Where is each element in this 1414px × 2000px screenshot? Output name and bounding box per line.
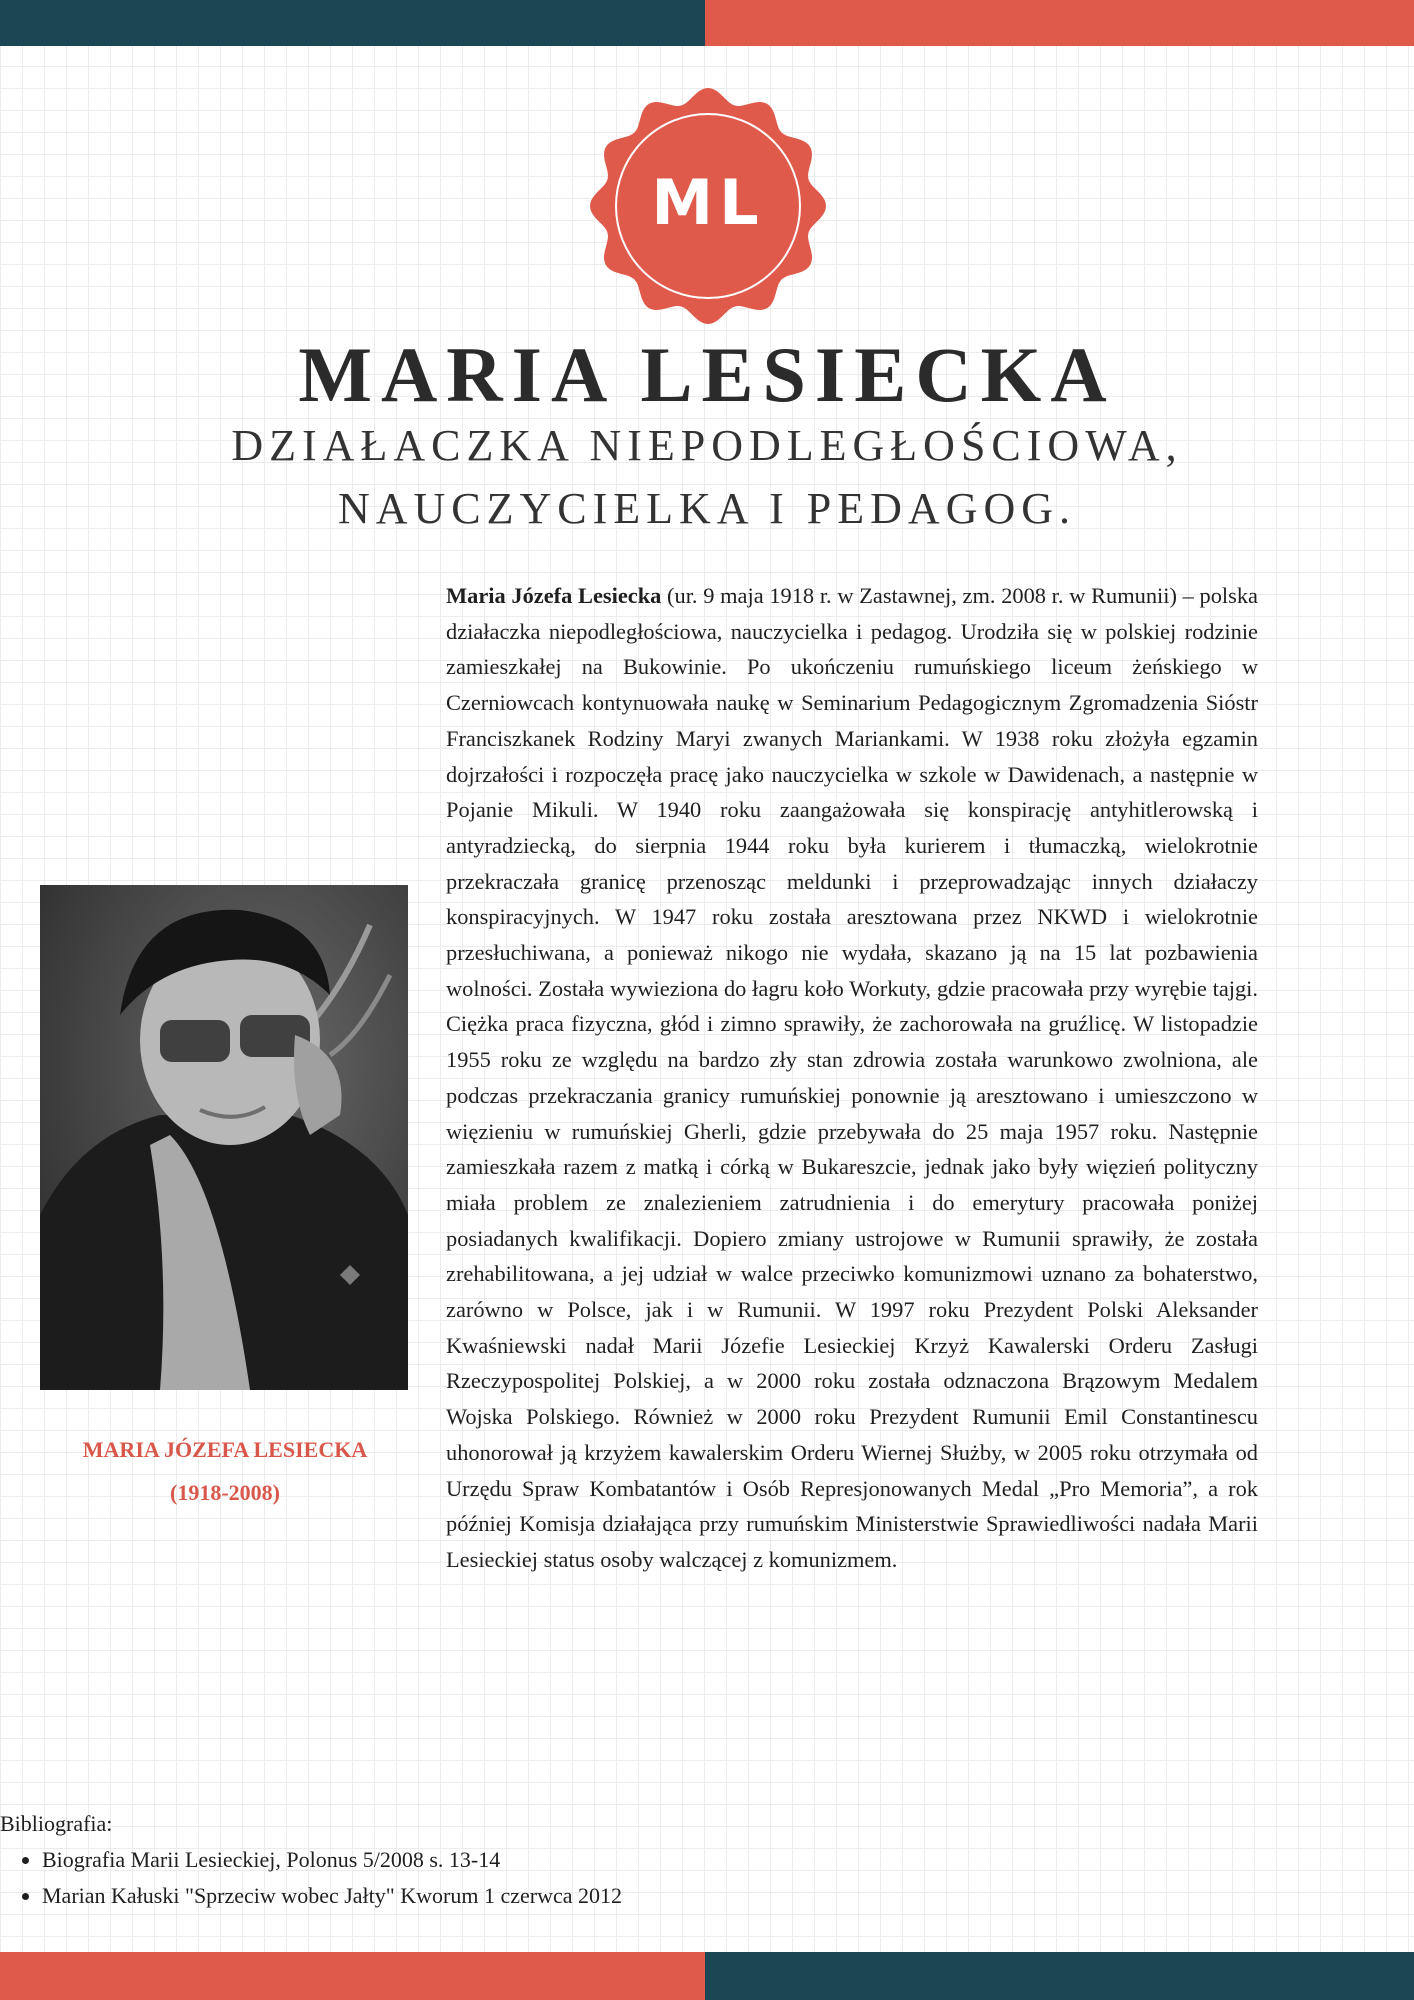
top-bar-coral-segment [705,0,1414,46]
portrait-caption-name: MARIA JÓZEFA LESIECKA [82,1437,368,1462]
bottom-bar-teal-segment [705,1952,1414,2000]
person-name-heading: MARIA LESIECKA [298,331,1116,418]
bibliography-section [0,1806,622,1914]
biography-name-bold: Maria Józefa Lesiecka [446,583,662,608]
top-bar-teal-segment [0,0,705,46]
bibliography-list [0,1842,622,1914]
biography-body: (ur. 9 maja 1918 r. w Zastawnej, zm. 2008 r. w Rumunii) – polska działaczka niepodległościowa, nauczycielka i pedagog. Urodziła się w polskiej rodzinie zamieszkałej na Bukowinie. Po ukończeniu rumuńskiego liceum żeńskiego w Czerniowcach kontynuowała naukę w Seminarium Pedagogicznym Zgromadzenia Sióstr Franciszkanek Rodziny Maryi zwanych Mariankami. W 1938 roku złożyła egzamin dojrzałości i rozpoczęła pracę jako nauczycielka w szkole w Dawidenach, a następnie w Pojanie Mikuli. W 1940 roku zaangażowała się konspirację antyhitlerowską i antyradziecką, do sierpnia 1944 roku była kurierem i tłumaczką, wielokrotnie przekraczała granicę przenosząc meldunki i przeprowadzając innych działaczy konspiracyjnych. W 1947 roku została aresztowana przez NKWD i wielokrotnie przesłuchiwana, a ponieważ nikogo nie wydała, skazano ją na 15 lat pozbawienia wolności. Została wywieziona do łagru koło Workuty, gdzie pracowała przy wyrębie tajgi. Ciężka praca fizyczna, głód i zimno sprawiły, że zachorowała na gruźlicę. W listopadzie 1955 roku ze względu na bardzo zły stan zdrowia została warunkowo zwolniona, ale podczas przekraczania granicy rumuńskiej ponownie ją aresztowano i umieszczono w więzieniu w rumuńskiej Gherli, gdzie przebywała do 25 maja 1957 roku. Następnie zamieszkała razem z matką i córką w Bukareszcie, jednak jako były więzień polityczny miała problem ze znalezieniem zatrudnienia i do emerytury pracowała poniżej posiadanych kwalifikacji. Dopiero zmiany ustrojowe w Rumunii sprawiły, że została zrehabilitowana, a jej udział w walce przeciwko komunizmowi uznano za bohaterstwo, zarówno w Polsce, jak i w Rumunii. W 1997 roku Prezydent Polski Aleksander Kwaśniewski nadał Marii Józefie Lesieckiej Krzyż Kawalerski Orderu Zasługi Rzeczypospolitej Polskiej, a w 2000 roku została odznaczona Brązowym Medalem Wojska Polskiego. Również w 2000 roku Prezydent Rumunii Emil Constantinescu uhonorował ją krzyżem kawalerskim Orderu Wiernej Służby, w 2005 roku otrzymała od Urzędu Spraw Kombatantów i Osób Represjonowanych Medal „Pro Memoria”, a rok później Komisja działająca przy rumuńskim Ministerstwie Sprawiedliwości nadała Marii Lesieckiej status osoby walczącej z komunizmem. [446,583,1258,1572]
top-color-bar [0,0,1414,46]
bibliography-item: • Marian Kałuski "Sprzeciw wobec Jałty" Kworum 1 czerwca 2012 [42,1878,622,1914]
bibliography-item: • Biografia Marii Lesieckiej, Polonus 5/2008 s. 13-14 [42,1842,622,1878]
scalloped-seal-icon [588,86,828,326]
monogram-initials: ML [651,166,765,239]
portrait-caption-years: (1918-2008) [170,1480,280,1505]
bottom-color-bar [0,1952,1414,2000]
portrait-photo [40,885,408,1390]
monogram-badge [588,86,828,326]
biography-text [446,578,1258,1578]
bibliography-heading: Bibliografia: [0,1811,113,1836]
bottom-bar-coral-segment [0,1952,705,2000]
subtitle-line-1: DZIAŁACZKA NIEPODLEGŁOŚCIOWA, [231,421,1183,470]
portrait-image [40,885,408,1390]
subtitle-line-2: NAUCZYCIELKA I PEDAGOG. [337,484,1077,533]
